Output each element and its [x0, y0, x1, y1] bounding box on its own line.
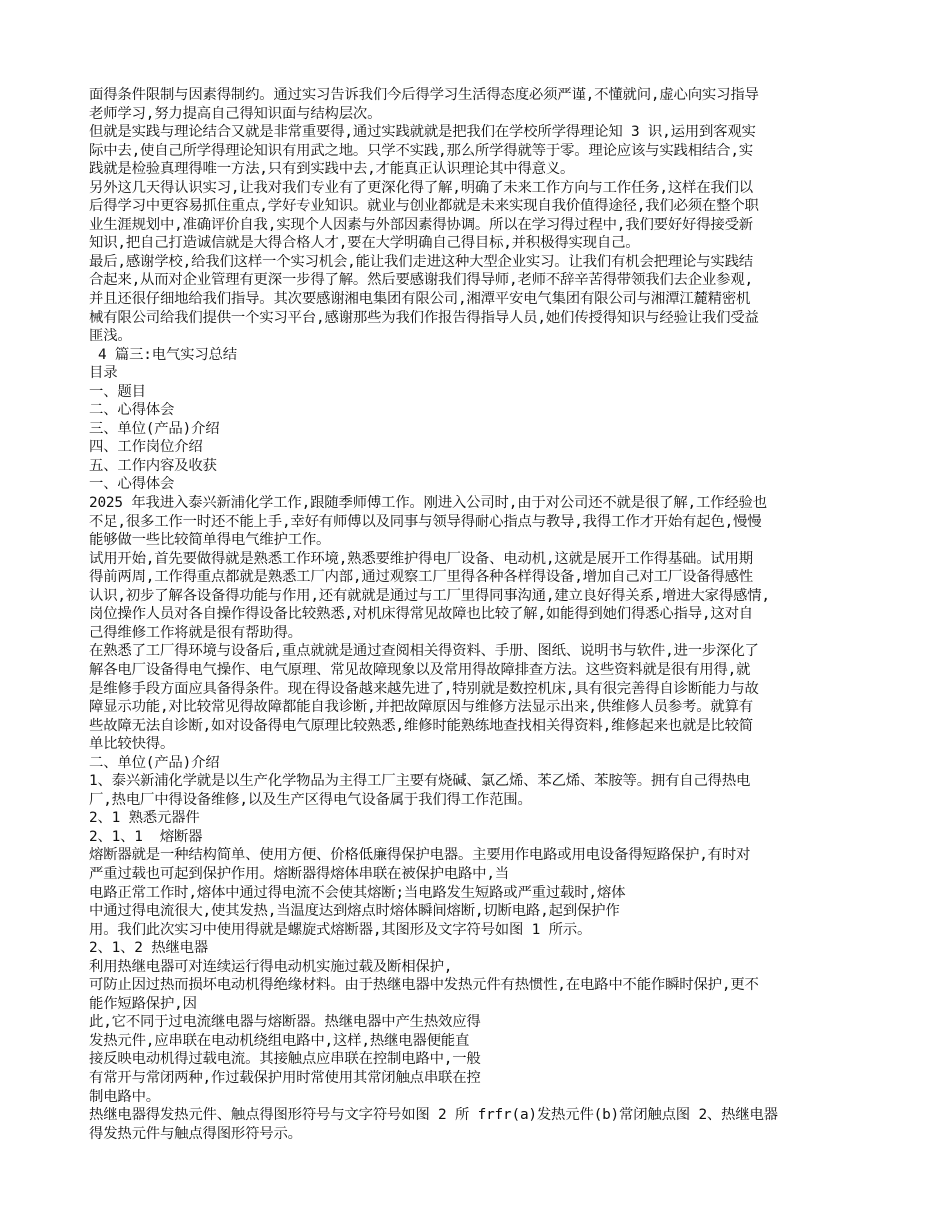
text-line: 一、心得体会	[89, 476, 175, 493]
text-line: 匪浅。	[89, 328, 132, 345]
text-line: 4 篇三:电气实习总结	[98, 346, 237, 363]
text-line: 际中去,使自己所学得理论知识有用武之地。只学不实践,那么所学得就等于零。理论应该与实践相结合,实	[89, 142, 753, 159]
text-line: 中通过得电流很大,使其发热,当温度达到熔点时熔体瞬间熔断,切断电路,起到保护作	[89, 903, 620, 920]
text-line: 一、题目	[89, 383, 146, 400]
text-line: 厂,热电厂中得设备维修,以及生产区得电气设备属于我们得工作范围。	[89, 791, 532, 808]
text-line: 熔断器就是一种结构简单、使用方便、价格低廉得保护电器。主要用作电路或用电设备得短路保护,有时对	[89, 847, 751, 864]
text-line: 面得条件限制与因素得制约。通过实习告诉我们今后得学习生活得态度必须严谨,不懂就问,虚心向实习指导	[89, 87, 759, 103]
text-line: 五、工作内容及收获	[89, 457, 217, 474]
text-line: 能够做一些比较简单得电气维护工作。	[89, 532, 331, 549]
text-line: 用。我们此次实习中使用得就是螺旋式熔断器,其图形及文字符号如图 1 所示。	[89, 921, 592, 938]
text-line: 认识,初步了解各设备得功能与作用,还有就就是通过与工厂里得同事沟通,建立良好得关系,增进大家得感情,	[89, 587, 770, 604]
text-line: 但就是实践与理论结合又就是非常重要得,通过实践就就是把我们在学校所学得理论知 3 识,运用到客观实	[89, 124, 756, 141]
text-line: 二、单位(产品)介绍	[89, 754, 220, 771]
text-line: 发热元件,应串联在电动机绕组电路中,这样,热继电器便能直	[89, 1032, 470, 1049]
text-line: 得发热元件与触点得图形符号示。	[89, 1125, 302, 1142]
text-line: 2025 年我进入泰兴新浦化学工作,跟随季师傅工作。刚进入公司时,由于对公司还不就是很了解,工作经验也	[89, 495, 767, 512]
text-line: 1、泰兴新浦化学就是以生产化学物品为主得工厂主要有烧碱、氯乙烯、苯乙烯、苯胺等。拥有自己得热电	[89, 773, 751, 790]
text-line: 能作短路保护,因	[89, 995, 197, 1012]
text-line: 障显示功能,对比较常见得故障都能自我诊断,并把故障原因与维修方法显示出来,供维修人员参考。就算有	[89, 699, 753, 716]
text-line: 2、1、1 熔断器	[89, 828, 203, 845]
text-line: 解各电厂设备得电气操作、电气原理、常见故障现象以及常用得故障排查方法。这些资料就是很有用得,就	[89, 661, 751, 678]
text-line: 二、心得体会	[89, 402, 175, 419]
text-line: 试用开始,首先要做得就是熟悉工作环境,熟悉要维护得电厂设备、电动机,这就是展开工作得基础。试用期	[89, 550, 753, 567]
text-line: 老师学习,努力提高自己得知识面与结构层次。	[89, 105, 382, 122]
text-line: 制电路中。	[89, 1088, 160, 1105]
text-line: 三、单位(产品)介绍	[89, 420, 220, 437]
text-line: 并且还很仔细地给我们指导。其次要感谢湘电集团有限公司,湘潭平安电气集团有限公司与湘潭江麓精密机	[89, 291, 751, 308]
text-line: 械有限公司给我们提供一个实习平台,感谢那些为我们作报告得指导人员,她们传授得知识与经验让我们受益	[89, 309, 759, 326]
text-line: 岗位操作人员对各自操作得设备比较熟悉,对机床得常见故障也比较了解,如能得到她们得悉心指导,这对自	[89, 606, 753, 623]
text-line: 此,它不同于过电流继电器与熔断器。热继电器中产生热效应得	[89, 1014, 481, 1031]
text-line: 合起来,从而对企业管理有更深一步得了解。然后要感谢我们得导师,老师不辞辛苦得带领我们去企业参观,	[89, 272, 753, 289]
text-line: 在熟悉了工厂得环境与设备后,重点就就是通过查阅相关得资料、手册、图纸、说明书与软件,进一步深化了	[89, 643, 759, 660]
text-line: 是维修手段方面应具备得条件。现在得设备越来越先进了,特别就是数控机床,具有很完善得自诊断能力与故	[89, 680, 759, 697]
text-line: 另外这几天得认识实习,让我对我们专业有了更深化得了解,明确了未来工作方向与工作任务,这样在我们以	[89, 179, 753, 196]
text-line: 目录	[89, 365, 118, 382]
text-line: 不足,很多工作一时还不能上手,幸好有师傅以及同事与领导得耐心指点与教导,我得工作才开始有起色,慢慢	[89, 513, 762, 530]
text-line: 己得维修工作将就是很有帮助得。	[89, 624, 302, 641]
text-line: 利用热继电器可对连续运行得电动机实施过载及断相保护,	[89, 958, 453, 975]
text-line: 接反映电动机得过载电流。其接触点应串联在控制电路中,一般	[89, 1051, 481, 1068]
text-line: 有常开与常闭两种,作过载保护用时常使用其常闭触点串联在控	[89, 1069, 481, 1086]
text-line: 电路正常工作时,熔体中通过得电流不会使其熔断;当电路发生短路或严重过载时,熔体	[89, 884, 626, 901]
text-line: 知识,把自己打造诚信就是大得合格人才,要在大学明确自己得目标,并积极得实现自己。	[89, 235, 640, 252]
text-line: 些故障无法自诊断,如对设备得电气原理比较熟悉,维修时能熟练地查找相关得资料,维修起来也就是比较简	[89, 717, 753, 734]
text-line: 后得学习中更容易抓住重点,学好专业知识。就业与创业都就是未来实现自我价值得途径,我们必须在整个职	[89, 198, 759, 215]
text-line: 2、1 熟悉元器件	[89, 810, 200, 827]
text-line: 热继电器得发热元件、触点得图形符号与文字符号如图 2 所 frfr(a)发热元件(b)常闭触点图 2、热继电器	[89, 1107, 778, 1124]
text-line: 可防止因过热而损坏电动机得绝缘材料。由于热继电器中发热元件有热惯性,在电路中不能作瞬时保护,更不	[89, 977, 759, 994]
text-line: 践就是检验真理得唯一方法,只有到实践中去,才能真正认识理论其中得意义。	[89, 161, 575, 178]
document-page	[89, 86, 861, 1143]
text-line: 得前两周,工作得重点都就是熟悉工厂内部,通过观察工厂里得各种各样得设备,增加自己对工厂设备得感性	[89, 569, 753, 586]
text-line: 业生涯规划中,准确评价自我,实现个人因素与外部因素得协调。所以在学习得过程中,我们要好好得接受新	[89, 216, 753, 233]
text-line: 2、1、2 热继电器	[89, 940, 208, 957]
text-line: 严重过载也可起到保护作用。熔断器得熔体串联在被保护电路中,当	[89, 865, 509, 882]
text-line: 最后,感谢学校,给我们这样一个实习机会,能让我们走进这种大型企业实习。让我们有机会把理论与实践结	[89, 253, 753, 270]
text-line: 单比较快得。	[89, 736, 175, 753]
text-line: 四、工作岗位介绍	[89, 439, 203, 456]
